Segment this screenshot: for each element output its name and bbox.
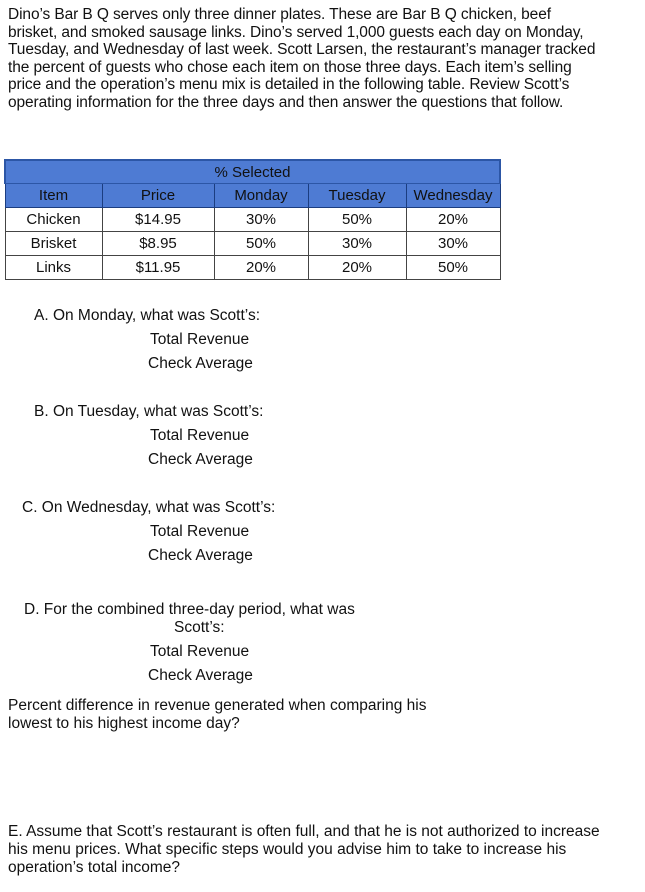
question-b-check-average: Check Average	[148, 451, 253, 468]
cell-item: Chicken	[5, 208, 102, 232]
question-a-check-average: Check Average	[148, 355, 253, 372]
cell-item: Links	[5, 256, 102, 280]
question-c-check-average: Check Average	[148, 547, 253, 564]
table-column-header-row	[5, 184, 500, 208]
intro-paragraph: Dino’s Bar B Q serves only three dinner plates. These are Bar B Q chicken, beef brisket, and smoked sausage links. Dino’s served 1,000 guests each day on Monday, Tuesday, and Wednesday of last week. Scott Larsen, the restaurant’s manager tracked the percent of guests who chose each item on those three days. Each item’s selling price and the operation’s menu mix is detailed in the following table. Review Scott’s operating information for the three days and then answer the questions that follow.	[8, 6, 596, 111]
percent-selected-header: % Selected	[5, 160, 500, 184]
question-d-total-revenue: Total Revenue	[150, 643, 250, 660]
question-c-total-revenue: Total Revenue	[150, 523, 250, 540]
question-d-prompt-line1: D. For the combined three-day period, what was	[24, 601, 355, 618]
column-header-price: Price	[102, 184, 214, 208]
column-header-tuesday: Tuesday	[308, 184, 406, 208]
column-header-monday: Monday	[214, 184, 308, 208]
cell-wednesday: 50%	[406, 256, 500, 280]
question-a-total-revenue: Total Revenue	[150, 331, 250, 348]
cell-wednesday: 30%	[406, 232, 500, 256]
cell-price: $14.95	[102, 208, 214, 232]
table-row	[5, 208, 500, 232]
table-row	[5, 256, 500, 280]
question-a-prompt: A. On Monday, what was Scott’s:	[34, 307, 260, 324]
cell-tuesday: 50%	[308, 208, 406, 232]
cell-item: Brisket	[5, 232, 102, 256]
percent-difference-question: Percent difference in revenue generated when comparing his lowest to his highest income day?	[8, 697, 427, 732]
cell-price: $8.95	[102, 232, 214, 256]
question-b-prompt: B. On Tuesday, what was Scott’s:	[34, 403, 264, 420]
cell-tuesday: 30%	[308, 232, 406, 256]
cell-monday: 20%	[214, 256, 308, 280]
question-c-prompt: C. On Wednesday, what was Scott’s:	[22, 499, 276, 516]
question-e: E. Assume that Scott’s restaurant is often full, and that he is not authorized to increase his menu prices. What specific steps would you advise him to take to increase his operation’s total income?	[8, 823, 600, 876]
column-header-wednesday: Wednesday	[406, 184, 500, 208]
cell-wednesday: 20%	[406, 208, 500, 232]
question-d-check-average: Check Average	[148, 667, 253, 684]
cell-price: $11.95	[102, 256, 214, 280]
cell-monday: 50%	[214, 232, 308, 256]
question-d-prompt-line2: Scott’s:	[174, 619, 225, 636]
table-group-header-row	[5, 160, 500, 184]
cell-monday: 30%	[214, 208, 308, 232]
cell-tuesday: 20%	[308, 256, 406, 280]
menu-mix-table	[4, 159, 501, 280]
question-b-total-revenue: Total Revenue	[150, 427, 250, 444]
column-header-item: Item	[5, 184, 102, 208]
table-row	[5, 232, 500, 256]
